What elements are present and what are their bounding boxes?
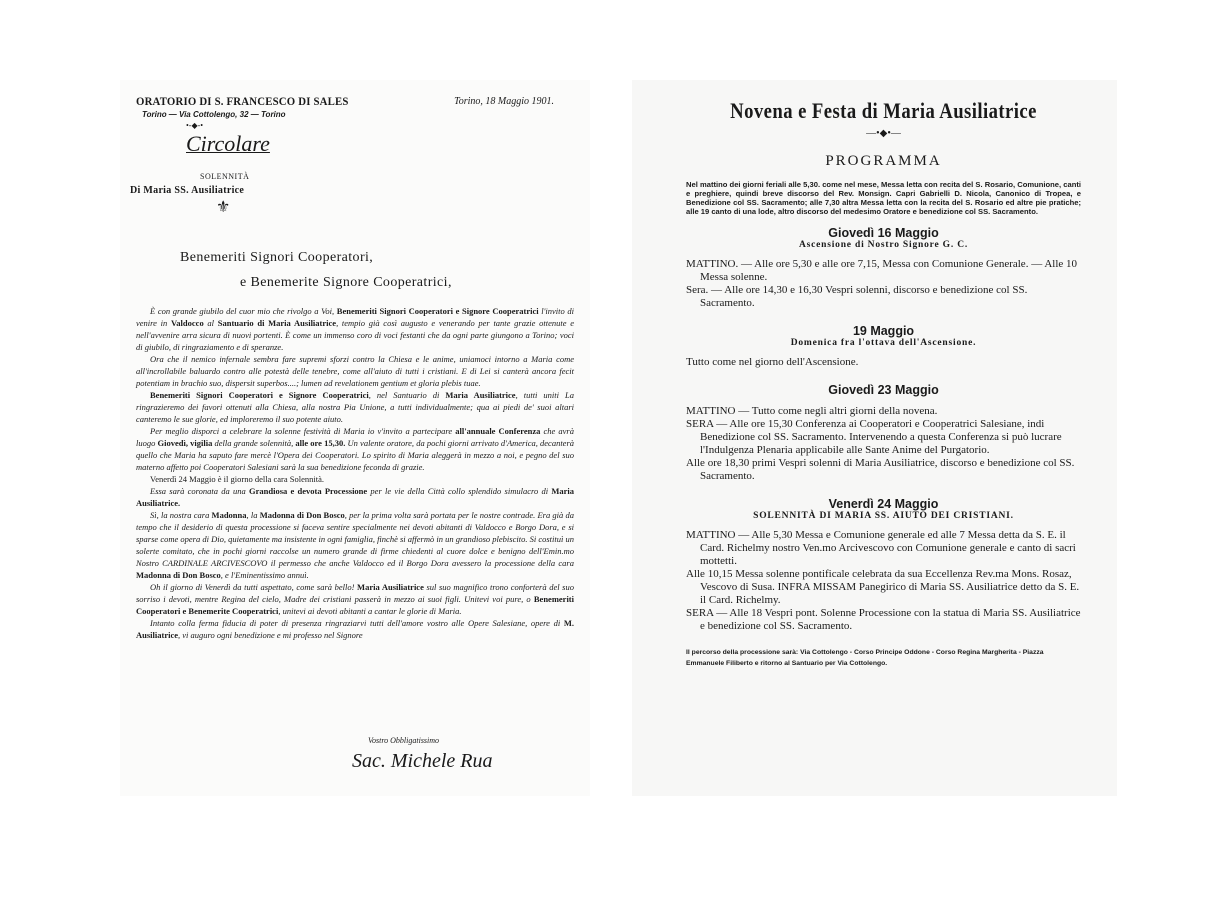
paragraph: Venerdì 24 Maggio è il giorno della cara Solennità. xyxy=(150,474,324,484)
programme-title: Novena e Festa di Maria Ausiliatrice xyxy=(730,98,1037,123)
closing-formula: Vostro Obbligatissimo xyxy=(368,736,440,745)
paragraph: Sì, la nostra cara Madonna, la Madonna di Don Bosco, per la prima volta sarà portata per le nostre contrade. Era già da tempo che il desiderio di questa processione si faceva sentire specialmente nei devoti abitanti di Valdocco e Borgo Dora, e si sparse come opera di Dio, quietamente ma insistente in ogni famiglia, finchè si affermò in un grandioso plebiscito. Si costituì un solerte comitato, che in pochi giorni raccolse un numero grande di firme chiedenti al cuore dolce e benigno dell'Emin.mo Nostro CARDINALE ARCIVESCOVO il permesso che anche Valdocco ed il Borgo Dora avessero la processione della cara Madonna di Don Bosco, e l'Eminentissimo annuì. xyxy=(136,510,575,580)
day-section xyxy=(686,226,1081,310)
schedule-line: Sera. — Alle ore 14,30 e 16,30 Vespri solenni, discorso e benedizione col SS. Sacramento. xyxy=(686,284,1028,309)
programme-page xyxy=(632,80,1117,796)
schedule-line: MATTINO — Tutto come negli altri giorni della novena. xyxy=(686,405,938,417)
day-schedule xyxy=(686,405,1081,483)
letter-body xyxy=(136,305,574,641)
schedule-line: Alle ore 18,30 primi Vespri solenni di Maria Ausiliatrice, discorso e benedizione col SS. Sacramento. xyxy=(686,457,1075,482)
schedule-line: MATTINO — Alle 5,30 Messa e Comunione generale ed alle 7 Messa detta da S. E. il Card. Richelmy nostro Ven.mo Arcivescovo con Comunione generale e canto di sacri mottetti. xyxy=(686,529,1076,567)
greeting-line-2: e Benemerite Signore Cooperatrici, xyxy=(240,275,452,290)
procession-route-note: Il percorso della processione sarà: Via Cottolengo - Corso Principe Oddone - Corso Regina Margherita - Piazza Emmanuele Filiberto e ritorno al Santuario per Via Cottolengo. xyxy=(686,649,1044,667)
day-title: 19 Maggio xyxy=(852,324,915,338)
schedule-line: SERA — Alle 18 Vespri pont. Solenne Processione con la statua di Maria SS. Ausiliatrice e benedizione col SS. Sacramento. xyxy=(686,607,1081,632)
day-subtitle: SOLENNITÀ DI MARIA SS. AIUTO DEI CRISTIANI. xyxy=(753,511,1014,521)
day-subtitle: Ascensione di Nostro Signore G. C. xyxy=(798,240,969,250)
schedule-line: SERA — Alle ore 15,30 Conferenza ai Cooperatori e Cooperatrici Salesiane, indi Benedizione col SS. Sacramento. Intervenendo a questa Conferenza si può lucrare l'Indulgenza Plenaria applicabile alle Sante Anime del Purgatorio. xyxy=(686,418,1062,456)
paragraph: Oh il giorno di Venerdì da tutti aspettato, come sarà bello! Maria Ausiliatrice sul suo magnifico trono conforterà del suo sorriso i devoti, mentre Regina del cielo, Madre dei cristiani passerà in mezzo ai suoi figli. Unitevi voi pure, o Benemeriti Cooperatori e Benemerite Cooperatrici, unitevi ai devoti abitanti a cantar le glorie di Maria. xyxy=(136,582,574,616)
letterhead xyxy=(136,94,576,158)
ornament-icon: •-◆-• xyxy=(186,121,204,130)
oratory-address: Torino — Via Cottolengo, 32 — Torino xyxy=(142,110,286,119)
circolare-heading: Circolare xyxy=(186,131,270,156)
circular-letter-page xyxy=(120,80,590,796)
day-title: Venerdì 24 Maggio xyxy=(828,497,939,511)
emblem-icon: ⚜ xyxy=(216,199,231,216)
paragraph: Intanto colla ferma fiducia di poter di presenza ringraziarvi tutti dell'amore vostro alle Opere Salesiane, opere di M. Ausiliatrice, vi auguro ogni benedizione e mi professo nel Signore xyxy=(136,618,574,640)
paragraph: Essa sarà coronata da una Grandiosa e devota Processione per le vie della Città collo splendido simulacro di Maria Ausiliatrice. xyxy=(136,486,574,508)
day-section xyxy=(686,383,1081,483)
day-subtitle: Domenica fra l'ottava dell'Ascensione. xyxy=(790,338,977,348)
greeting-line-1: Benemeriti Signori Cooperatori, xyxy=(180,250,374,265)
day-schedule xyxy=(686,356,1081,369)
paragraph: Benemeriti Signori Cooperatori e Signore Cooperatrici, nel Santuario di Maria Ausiliatrice, tutti uniti La ringrazieremo dei favori ottenuti alla Chiesa, alla nostra Pia Unione, a tutti individualmente; qua ai piedi de' suoi altari canteremo le sue glorie, ed imploreremo il suo potente aiuto. xyxy=(136,390,574,424)
oratory-name: ORATORIO DI S. FRANCESCO DI SALES xyxy=(136,94,349,108)
day-title: Giovedì 16 Maggio xyxy=(828,226,939,240)
day-schedule xyxy=(686,258,1081,310)
schedule-line: MATTINO. — Alle ore 5,30 e alle ore 7,15, Messa con Comunione Generale. — Alle 10 Messa solenne. xyxy=(686,258,1078,283)
paragraph: È con grande giubilo del cuor mio che rivolgo a Voi, Benemeriti Signori Cooperatori e Signore Cooperatrici l'invito di venire in Valdocco al Santuario di Maria Ausiliatrice, tempio già così augusto e venerando per tante grazie ottenute e nell'avvenire arra sicura di nuovi portenti. È come un immenso coro di voci festanti che da ogni parte giungono a Torino; voci di giubilo, di ringraziamento e di speranze. xyxy=(136,306,574,352)
divider-ornament-icon: —•◆•— xyxy=(866,128,901,139)
day-schedule xyxy=(686,529,1081,633)
day-title: Giovedì 23 Maggio xyxy=(828,383,939,397)
signature: Sac. Michele Rua xyxy=(352,750,493,772)
day-section xyxy=(686,324,1081,369)
schedule-line: Tutto come nel giorno dell'Ascensione. xyxy=(686,356,859,368)
letter-date: Torino, 18 Maggio 1901. xyxy=(454,96,554,107)
paragraph: Per meglio disporci a celebrare la solenne festività di Maria io v'invito a partecipare all'annuale Conferenza che avrà luogo Giovedì, vigilia della grande solennità, alle ore 15,30. Un valente oratore, da pochi giorni arrivato d'America, decanterà quello che Maria ha saputo fare mercè l'Opera dei Cooperatori. Lo spirito di Maria aleggerà in mezzo a noi, e pegno del suo materno affetto poi Cooperatori Salesiani sarà la sua benedizione feconda di grazie. xyxy=(136,426,575,472)
programme-intro: Nel mattino dei giorni feriali alle 5,30. come nel mese, Messa letta con recita del S. Rosario, Comunione, canti e preghiere, quindi breve discorso del Rev. Monsign. Capri Gabrielli D. Nicola, Canonico di Tropea, e Benedizione col SS. Sacramento; alle 7,30 altra Messa letta con la recita del S. Rosario ed altre pie pratiche; alle 19 canto di una lode, altro discorso del medesimo Oratore e benedizione col SS. Sacramento. xyxy=(686,180,1081,216)
solennita-name: Di Maria SS. Ausiliatrice xyxy=(130,185,245,196)
paragraph: Ora che il nemico infernale sembra fare supremi sforzi contro la Chiesa e le anime, uniamoci intorno a Maria come all'incrollabile baluardo contro alle potestà delle tenebre, come all'aiuto di tutti i cristiani. E di Lei si canterà ancora fecit potentiam in brachio suo, dispersit superbos....; lumen ad revelationem gentium et gloria plebis tuae. xyxy=(136,354,574,388)
programma-heading: PROGRAMMA xyxy=(825,153,942,169)
solennita-label: SOLENNITÀ xyxy=(200,172,250,181)
schedule-line: Alle 10,15 Messa solenne pontificale celebrata da sua Eccellenza Rev.ma Mons. Rosaz, Vescovo di Susa. INFRA MISSAM Panegirico di Maria SS. Ausiliatrice detto da S. E. il Card. Richelmy. xyxy=(686,568,1080,606)
day-section xyxy=(686,497,1081,633)
